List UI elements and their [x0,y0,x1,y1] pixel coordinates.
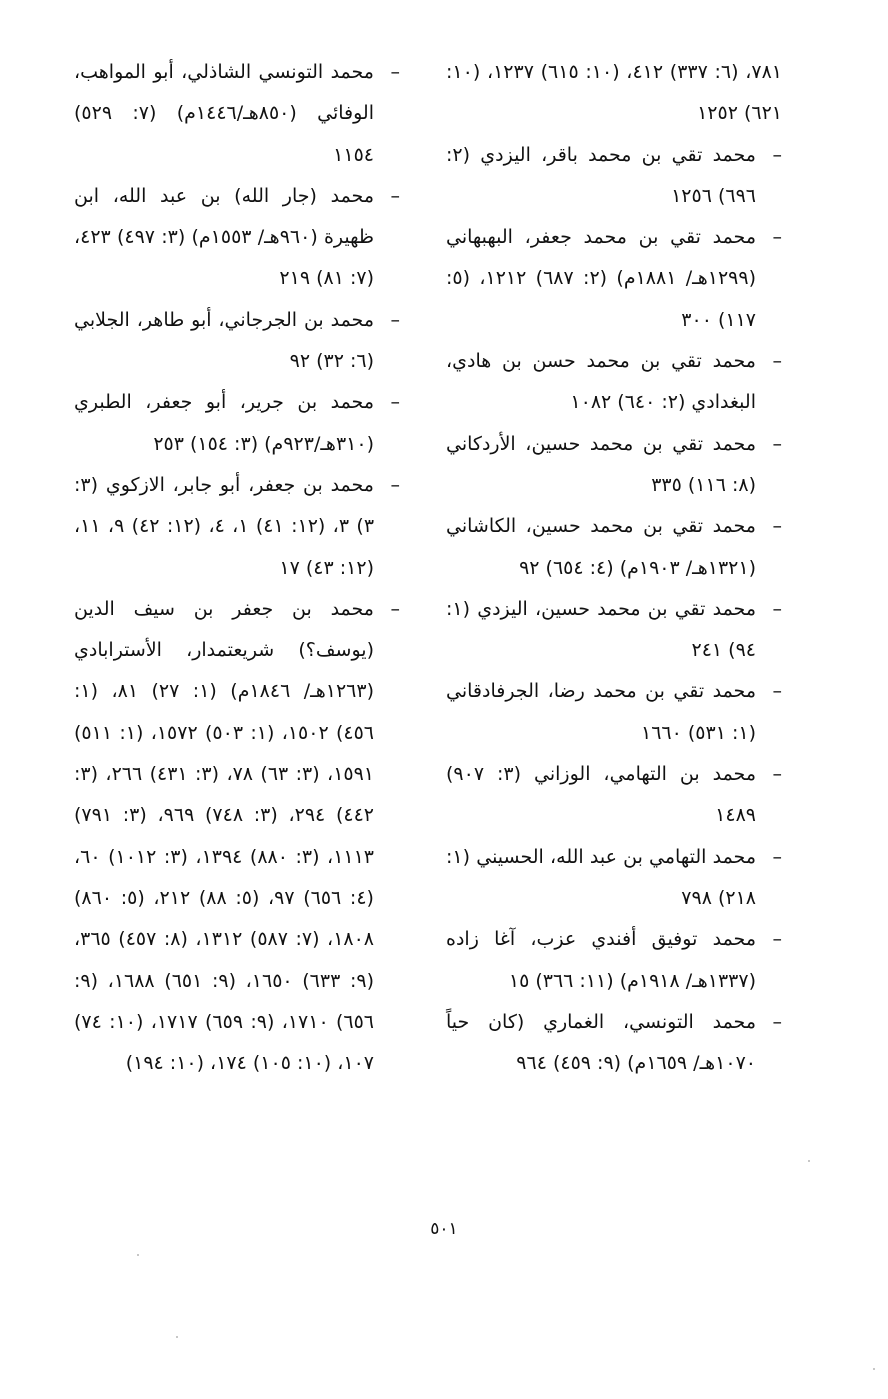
entry-text: محمد بن جعفر بن سيف الدين (يوسف؟) شريعتمدار، الأسترابادي (١٢٦٣هـ/ ١٨٤٦م) (١: ٢٧) ٨١، (١: ٤٥٦) ١٥٠٢، (١: ٥٠٣) ١٥٧٢، (١: ٥١١) ١٥٩١، (٣: ٦٣) ٧٨، (٣: ٤٣١) ٢٦٦، (٣: ٤٤٢) ٢٩٤، (٣: ٧٤٨) ٩٦٩، (٣: ٧٩١) ١١١٣، (٣: ٨٨٠) ١٣٩٤، (٣: ١٠١٢) ٦٠، (٤: ٦٥٦) ٩٧، (٥: ٨٨) ٢١٢، (٥: ٨٦٠) ١٨٠٨، (٧: ٥٨٧) ١٣١٢، (٨: ٤٥٧) ٣٦٥، (٩: ٦٣٣) ١٦٥٠، (٩: ٦٥١) ١٦٨٨، (٩: ٦٥٦) ١٧١٠، (٩: ٦٥٩) ١٧١٧، (١٠: ٧٤) ١٠٧، (١٠: ١٠٥) ١٧٤، (١٠: ١٩٤) [74,597,375,1075]
index-entry [446,589,782,672]
entry-text: محمد توفيق أفندي عزب، آغا زاده (١٣٣٧هـ/ ١٩١٨م) (١١: ٣٦٦) ١٥ [446,928,756,992]
index-entry [446,424,782,507]
index-entry [446,671,782,754]
index-entry [74,465,400,589]
entry-text: محمد (جار الله) بن عبد الله، ابن ظهيرة (٩٦٠هـ/ ١٥٥٣م) (٣: ٤٩٧) ٤٢٣، (٧: ٨١) ٢١٩ [74,184,375,290]
index-entry [446,837,782,920]
index-entry [446,217,782,341]
entry-text: ٧٨١، (٦: ٣٣٧) ٤١٢، (١٠: ٦١٥) ١٢٣٧، (١٠: ٦٢١) ١٢٥٢ [446,61,783,125]
entry-text: محمد تقي بن محمد حسين، اليزدي (١: ٩٤) ٢٤١ [446,597,756,662]
entry-dash: – [772,226,782,249]
index-entry [74,176,400,300]
entry-text: محمد تقي بن محمد حسين، الأردكاني (٨: ١١٦) ٣٣٥ [446,432,756,496]
scan-speck [808,1160,810,1162]
entry-text: محمد بن جرير، أبو جعفر، الطبري (٣١٠هـ/٩٢٣م) (٣: ١٥٤) ٢٥٣ [74,391,374,455]
entry-dash: – [772,1010,782,1033]
scan-speck [137,1254,139,1256]
entry-dash: – [772,515,782,538]
entry-dash: – [772,928,782,951]
entry-text: محمد بن الجرجاني، أبو طاهر، الجلابي (٦: ٣٢) ٩٢ [74,308,374,373]
entry-dash: – [390,473,400,496]
index-column-right [446,52,782,1084]
index-entry [446,1002,782,1085]
index-entry [446,341,782,424]
entry-dash: – [772,350,782,373]
index-entry [74,382,400,465]
entry-text: محمد التونسي الشاذلي، أبو المواهب، الوفائي (٨٥٠هـ/١٤٤٦م) (٧: ٥٢٩) ١١٥٤ [74,61,374,166]
entry-dash: – [390,391,400,414]
entry-dash: – [772,845,782,868]
scan-speck [176,1336,178,1338]
index-entry [74,589,400,1085]
entry-dash: – [390,184,400,207]
index-column-left [74,52,400,1084]
entry-text: محمد تقي بن محمد باقر، اليزدي (٢: ٦٩٦) ١٢٥٦ [446,143,756,207]
index-entry [74,52,400,176]
index-entry [446,754,782,837]
index-entry [446,506,782,589]
entry-text: محمد بن جعفر، أبو جابر، الازكوي (٣: ٣) ٣، (١٢: ٤١) ١، ٤، (١٢: ٤٢) ٩، ١١، (١٢: ٤٣) ١٧ [74,473,375,579]
entry-dash: – [772,143,782,166]
entry-text: محمد التهامي بن عبد الله، الحسيني (١: ٢١٨) ٧٩٨ [446,845,756,909]
entry-text: محمد تقي بن محمد حسين، الكاشاني (١٣٢١هـ/ ١٩٠٣م) (٤: ٦٥٤) ٩٢ [446,515,756,579]
entry-dash: – [390,61,400,83]
entry-text: محمد التونسي، الغماري (كان حياً ١٠٧٠هـ/ ١٦٥٩م) (٩: ٤٥٩) ٩٦٤ [446,1010,756,1075]
entry-dash: – [772,680,782,703]
entry-text: محمد تقي بن محمد حسن بن هادي، البغدادي (٢: ٦٤٠) ١٠٨٢ [446,350,756,414]
page-number: ٥٠١ [430,1219,458,1239]
entry-dash: – [390,597,400,620]
entry-dash: – [772,432,782,455]
entry-dash: – [390,308,400,331]
entry-text: محمد تقي بن محمد جعفر، البهبهاني (١٢٩٩هـ/ ١٨٨١م) (٢: ٦٨٧) ١٢١٢، (٥: ١١٧) ٣٠٠ [446,226,756,331]
scan-speck [873,1368,875,1370]
entry-dash: – [772,597,782,620]
index-entry [446,52,782,135]
entry-dash: – [772,763,782,786]
entry-text: محمد تقي بن محمد رضا، الجرفادقاني (١: ٥٣١) ١٦٦٠ [446,680,756,744]
index-entry [446,135,782,218]
entry-text: محمد بن التهامي، الوزاني (٣: ٩٠٧) ١٤٨٩ [446,763,756,827]
index-entry [446,919,782,1002]
index-entry [74,300,400,383]
